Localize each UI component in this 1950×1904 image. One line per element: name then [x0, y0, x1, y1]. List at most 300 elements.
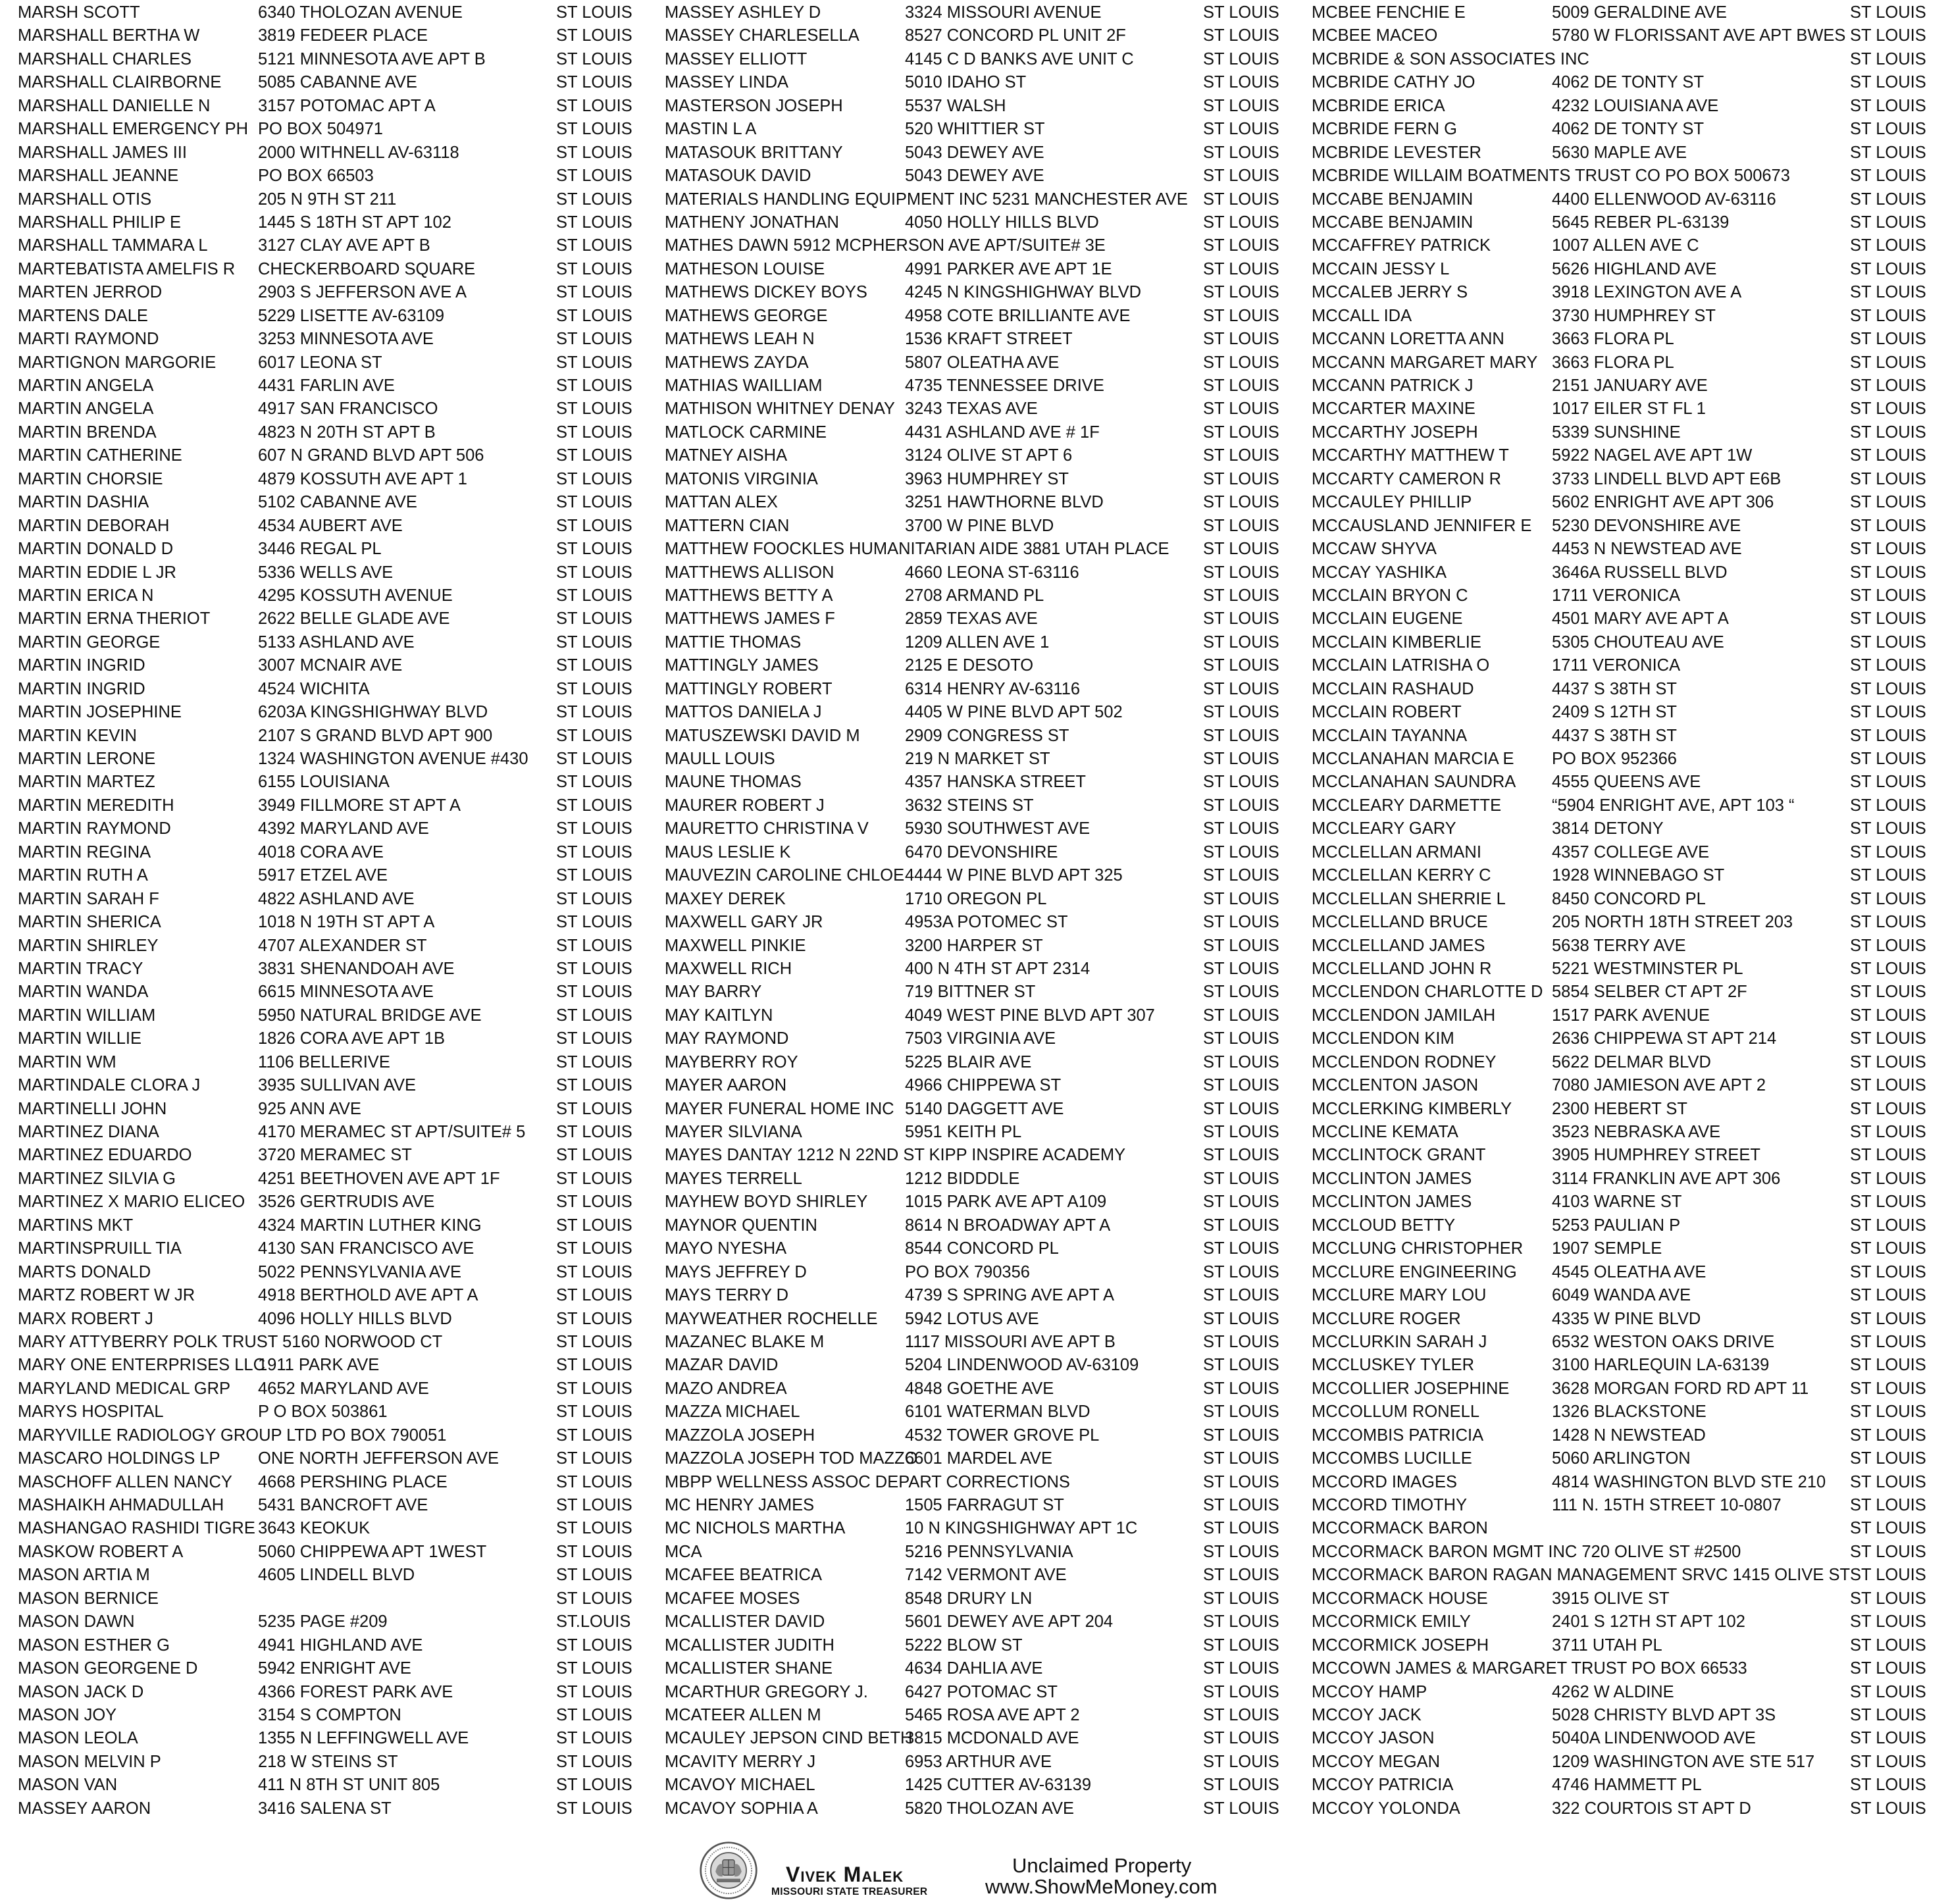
owner-city: ST LOUIS — [1850, 889, 1926, 908]
owner-address: 1007 ALLEN AVE C — [1552, 236, 1699, 255]
footer-url[interactable]: www.ShowMeMoney.com — [985, 1875, 1218, 1898]
list-item — [1312, 1098, 1924, 1121]
owner-city: ST LOUIS — [556, 493, 632, 512]
owner-name: MCCLENTON JASON — [1312, 1076, 1479, 1095]
owner-name: MARTIN WILLIAM — [18, 1006, 156, 1025]
owner-name: MCCORD TIMOTHY — [1312, 1496, 1468, 1514]
owner-city: ST LOUIS — [1850, 376, 1926, 395]
owner-city: ST LOUIS — [556, 1216, 632, 1235]
owner-name: MCCLURE MARY LOU — [1312, 1286, 1487, 1305]
owner-address: 3253 MINNESOTA AVE — [258, 330, 434, 349]
list-item — [18, 1564, 630, 1587]
owner-name: MCCLAIN TAYANNA — [1312, 726, 1468, 745]
owner-name: MAUS LESLIE K — [665, 842, 791, 862]
list-item — [18, 817, 630, 840]
owner-city: ST LOUIS — [556, 3, 632, 22]
list-item — [1312, 654, 1924, 677]
owner-city: ST LOUIS — [1203, 49, 1279, 68]
owner-name: MCCLOUD BETTY — [1312, 1216, 1456, 1235]
listing-column-2 — [665, 1, 1277, 1820]
owner-name: MASSEY LINDA — [665, 73, 789, 92]
owner-city: ST LOUIS — [1850, 656, 1926, 675]
owner-name: MARSH SCOTT — [18, 3, 140, 22]
list-item — [18, 1541, 630, 1564]
list-item — [18, 421, 630, 444]
list-item — [1312, 1308, 1924, 1331]
owner-name: MATHES DAWN 5912 MCPHERSON AVE APT/SUITE# 3E — [665, 236, 1106, 255]
owner-address: 520 WHITTIER ST — [905, 120, 1045, 139]
owner-name: MC HENRY JAMES — [665, 1496, 815, 1514]
list-item — [665, 281, 1277, 304]
list-item — [1312, 771, 1924, 794]
owner-city: ST LOUIS — [1203, 1472, 1279, 1491]
owner-name: MCCOY HAMP — [1312, 1682, 1427, 1701]
list-item — [18, 1354, 630, 1377]
owner-city: ST LOUIS — [1203, 866, 1279, 885]
list-item — [18, 607, 630, 630]
list-item — [18, 1401, 630, 1424]
owner-address: 1711 VERONICA — [1552, 586, 1681, 605]
owner-city: ST LOUIS — [1203, 26, 1279, 45]
owner-city: ST LOUIS — [1203, 1029, 1279, 1048]
owner-name: MCALLISTER JUDITH — [665, 1635, 834, 1655]
owner-address: 5626 HIGHLAND AVE — [1552, 259, 1717, 278]
owner-city: ST LOUIS — [556, 469, 632, 488]
owner-address: 5028 CHRISTY BLVD APT 3S — [1552, 1705, 1776, 1724]
owner-city: ST LOUIS — [1850, 1542, 1926, 1561]
owner-name: MARYLAND MEDICAL GRP — [18, 1379, 231, 1398]
owner-name: MARTIN RUTH A — [18, 866, 148, 885]
owner-name: MAY RAYMOND — [665, 1029, 789, 1048]
owner-address: 3157 POTOMAC APT A — [258, 96, 436, 115]
owner-name: MCCORD IMAGES — [1312, 1472, 1458, 1491]
owner-address: 4251 BEETHOVEN AVE APT 1F — [258, 1169, 500, 1188]
owner-address: 5431 BANCROFT AVE — [258, 1496, 428, 1514]
owner-city: ST LOUIS — [556, 1379, 632, 1398]
listing-column-3 — [1312, 1, 1924, 1820]
list-item — [18, 584, 630, 607]
owner-address: 3935 SULLIVAN AVE — [258, 1076, 417, 1095]
owner-address: 2300 HEBERT ST — [1552, 1099, 1687, 1118]
owner-address: 3700 W PINE BLVD — [905, 516, 1054, 535]
owner-name: MATTHEW FOOCKLES HUMANITARIAN AIDE 3881 UTAH PLACE — [665, 540, 1169, 559]
owner-address: 3819 FEDEER PLACE — [258, 26, 428, 45]
owner-name: MATHEWS GEORGE — [665, 306, 828, 325]
list-item — [18, 48, 630, 71]
list-item — [1312, 1751, 1924, 1774]
owner-city: ST LOUIS — [1850, 1496, 1926, 1514]
owner-city: ST LOUIS — [1203, 469, 1279, 488]
owner-name: MAXEY DEREK — [665, 889, 786, 908]
list-item — [665, 188, 1277, 211]
list-item — [665, 1447, 1277, 1470]
list-item — [18, 142, 630, 165]
owner-city: ST LOUIS — [556, 679, 632, 698]
owner-address: 3711 UTAH PL — [1552, 1635, 1662, 1655]
owner-name: MARSHALL JEANNE — [18, 167, 179, 186]
owner-name: MCCLENDON KIM — [1312, 1029, 1454, 1048]
owner-name: MATONIS VIRGINIA — [665, 469, 818, 488]
owner-name: MARTIN DONALD D — [18, 540, 174, 559]
owner-city: ST LOUIS — [556, 96, 632, 115]
owner-name: MAYO NYESHA — [665, 1239, 787, 1258]
owner-city: ST LOUIS — [556, 1659, 632, 1678]
list-item — [18, 725, 630, 748]
owner-name: MCCLURKIN SARAH J — [1312, 1332, 1487, 1351]
list-item — [665, 1681, 1277, 1704]
owner-name: MCCOLLIER JOSEPHINE — [1312, 1379, 1510, 1398]
owner-city: ST LOUIS — [1203, 563, 1279, 582]
owner-address: 3663 FLORA PL — [1552, 330, 1674, 349]
owner-city: ST LOUIS — [1850, 1426, 1926, 1445]
owner-name: MATTINGLY JAMES — [665, 656, 819, 675]
owner-name: MCCANN MARGARET MARY — [1312, 353, 1538, 372]
list-item — [1312, 142, 1924, 165]
owner-name: MAY KAITLYN — [665, 1006, 773, 1025]
list-item — [18, 538, 630, 561]
owner-address: 5221 WESTMINSTER PL — [1552, 959, 1743, 978]
owner-name: MARTEBATISTA AMELFIS R — [18, 259, 236, 278]
list-item — [1312, 515, 1924, 538]
list-item — [18, 1284, 630, 1307]
owner-name: MCAVOY SOPHIA A — [665, 1799, 818, 1818]
owner-address: 1117 MISSOURI AVE APT B — [905, 1332, 1116, 1351]
owner-name: MARTIN MARTEZ — [18, 773, 155, 792]
list-item — [665, 1401, 1277, 1424]
owner-city: ST LOUIS — [1203, 936, 1279, 955]
owner-address: 4822 ASHLAND AVE — [258, 889, 415, 908]
list-item — [1312, 748, 1924, 771]
list-item — [1312, 841, 1924, 864]
owner-address: 4130 SAN FRANCISCO AVE — [258, 1239, 475, 1258]
owner-address: 4324 MARTIN LUTHER KING — [258, 1216, 482, 1235]
owner-address: 205 N 9TH ST 211 — [258, 190, 397, 209]
owner-name: MCCARTER MAXINE — [1312, 399, 1475, 419]
owner-city: ST LOUIS — [1850, 773, 1926, 792]
owner-name: MCCLINE KEMATA — [1312, 1123, 1458, 1141]
list-item — [665, 1284, 1277, 1307]
list-item — [665, 584, 1277, 607]
list-item — [665, 1191, 1277, 1214]
list-item — [1312, 24, 1924, 47]
owner-address: PO BOX 66503 — [258, 167, 374, 186]
owner-name: MARTIN LERONE — [18, 750, 156, 768]
owner-name: MCCLELLAND BRUCE — [1312, 913, 1488, 932]
owner-city: ST LOUIS — [556, 703, 632, 722]
owner-city: ST LOUIS — [556, 959, 632, 978]
list-item — [665, 1214, 1277, 1237]
owner-city: ST LOUIS — [556, 1682, 632, 1701]
list-item — [665, 678, 1277, 701]
list-item — [18, 1144, 630, 1167]
owner-city: ST LOUIS — [1850, 399, 1926, 419]
list-item — [18, 1004, 630, 1027]
owner-name: MAZZOLA JOSEPH TOD MAZZO — [665, 1449, 918, 1468]
owner-name: MCCAFFREY PATRICK — [1312, 236, 1491, 255]
owner-name: MASSEY AARON — [18, 1799, 151, 1818]
owner-city: ST LOUIS — [1203, 842, 1279, 862]
owner-city: ST LOUIS — [1850, 679, 1926, 698]
list-item — [665, 515, 1277, 538]
owner-name: MARTIGNON MARGORIE — [18, 353, 217, 372]
owner-address: 5950 NATURAL BRIDGE AVE — [258, 1006, 482, 1025]
owner-address: 1209 ALLEN AVE 1 — [905, 632, 1050, 652]
owner-city: ST LOUIS — [1850, 469, 1926, 488]
owner-address: 5951 KEITH PL — [905, 1123, 1022, 1141]
owner-address: 8548 DRURY LN — [905, 1589, 1033, 1608]
owner-address: 2708 ARMAND PL — [905, 586, 1044, 605]
list-item — [665, 958, 1277, 981]
list-item — [665, 1704, 1277, 1727]
list-item — [665, 538, 1277, 561]
owner-city: ST LOUIS — [1850, 1635, 1926, 1655]
owner-address: 4555 QUEENS AVE — [1552, 773, 1701, 792]
list-item — [1312, 1517, 1924, 1540]
owner-name: MAY BARRY — [665, 983, 762, 1002]
list-item — [1312, 538, 1924, 561]
owner-city: ST LOUIS — [556, 1589, 632, 1608]
list-item — [665, 1004, 1277, 1027]
owner-name: MATTOS DANIELA J — [665, 703, 822, 722]
owner-address: 3646A RUSSELL BLVD — [1552, 563, 1728, 582]
owner-address: 4545 OLEATHA AVE — [1552, 1262, 1706, 1281]
owner-name: MCCLANAHAN SAUNDRA — [1312, 773, 1516, 792]
owner-name: MATHISON WHITNEY DENAY — [665, 399, 895, 419]
owner-address: 3628 MORGAN FORD RD APT 11 — [1552, 1379, 1809, 1398]
owner-name: MASCARO HOLDINGS LP — [18, 1449, 220, 1468]
owner-address: 4917 SAN FRANCISCO — [258, 399, 438, 419]
owner-city: ST LOUIS — [1203, 1286, 1279, 1305]
owner-name: MARTIN JOSEPHINE — [18, 703, 182, 722]
owner-address: 1911 PARK AVE — [258, 1356, 380, 1375]
list-item — [665, 631, 1277, 654]
owner-address: 3526 GERTRUDIS AVE — [258, 1193, 435, 1212]
owner-city: ST LOUIS — [1203, 1052, 1279, 1071]
owner-city: ST LOUIS — [1203, 1216, 1279, 1235]
list-item — [1312, 1681, 1924, 1704]
owner-city: ST LOUIS — [1850, 236, 1926, 255]
owner-name: MCCLEARY GARY — [1312, 819, 1456, 838]
owner-address: 8450 CONCORD PL — [1552, 889, 1706, 908]
owner-name: MCCOY YOLONDA — [1312, 1799, 1460, 1818]
owner-city: ST LOUIS — [556, 1426, 632, 1445]
owner-city: ST LOUIS — [1203, 1239, 1279, 1258]
owner-city: ST LOUIS — [556, 167, 632, 186]
owner-name: MARTEN JERROD — [18, 283, 163, 302]
list-item — [1312, 678, 1924, 701]
owner-address: P O BOX 503861 — [258, 1402, 388, 1422]
owner-name: MAZAR DAVID — [665, 1356, 779, 1375]
list-item — [18, 1237, 630, 1260]
treasurer-name: Vivek Malek — [786, 1863, 904, 1886]
owner-city: ST LOUIS — [556, 1799, 632, 1818]
owner-city: ST LOUIS — [556, 190, 632, 209]
owner-name: MCCORMICK EMILY — [1312, 1612, 1471, 1632]
owner-name: MCCOY MEGAN — [1312, 1752, 1441, 1771]
owner-city: ST LOUIS — [1203, 1682, 1279, 1701]
list-item — [665, 981, 1277, 1004]
list-item — [1312, 258, 1924, 281]
owner-city: ST LOUIS — [1850, 446, 1926, 465]
owner-name: MARTIN ERICA N — [18, 586, 154, 605]
owner-address: 5222 BLOW ST — [905, 1635, 1023, 1655]
owner-name: MATASOUK DAVID — [665, 167, 811, 186]
list-item — [18, 398, 630, 421]
owner-address: PO BOX 952366 — [1552, 750, 1677, 768]
owner-address: 1425 CUTTER AV-63139 — [905, 1776, 1092, 1795]
owner-name: MCCABE BENJAMIN — [1312, 190, 1474, 209]
owner-name: MBPP WELLNESS ASSOC DEPART CORRECTIONS — [665, 1472, 1070, 1491]
owner-name: MARTINEZ SILVIA G — [18, 1169, 176, 1188]
owner-address: 5102 CABANNE AVE — [258, 493, 417, 512]
owner-city: ST LOUIS — [1850, 1029, 1926, 1048]
owner-name: MCCOY PATRICIA — [1312, 1776, 1454, 1795]
owner-address: 5601 DEWEY AVE APT 204 — [905, 1612, 1114, 1632]
owner-city: ST LOUIS — [1850, 913, 1926, 932]
list-item — [665, 1237, 1277, 1260]
owner-address: 4431 ASHLAND AVE # 1F — [905, 423, 1100, 442]
owner-name: MCCORMACK BARON RAGAN MANAGEMENT SRVC 1415 OLIVE ST — [1312, 1566, 1851, 1585]
owner-name: MATHEWS DICKEY BOYS — [665, 283, 867, 302]
owner-city: ST LOUIS — [556, 913, 632, 932]
list-item — [665, 95, 1277, 118]
owner-address: 6470 DEVONSHIRE — [905, 842, 1058, 862]
owner-city: ST LOUIS — [1203, 283, 1279, 302]
owner-city: ST LOUIS — [1203, 96, 1279, 115]
list-item — [665, 374, 1277, 398]
owner-city: ST LOUIS — [556, 1309, 632, 1328]
owner-city: ST LOUIS — [556, 376, 632, 395]
owner-name: MARTIN BRENDA — [18, 423, 157, 442]
owner-name: MASSEY ASHLEY D — [665, 3, 821, 22]
owner-address: 4392 MARYLAND AVE — [258, 819, 429, 838]
owner-address: 5140 DAGGETT AVE — [905, 1099, 1064, 1118]
footer-heading: Unclaimed Property — [1012, 1854, 1192, 1877]
owner-city: ST LOUIS — [1850, 1449, 1926, 1468]
list-item — [18, 1424, 630, 1447]
list-item — [18, 631, 630, 654]
list-item — [1312, 1704, 1924, 1727]
owner-name: MAXWELL PINKIE — [665, 936, 806, 955]
owner-address: 5780 W FLORISSANT AVE APT BWES — [1552, 26, 1846, 45]
list-item — [665, 1168, 1277, 1191]
list-item — [665, 1774, 1277, 1797]
owner-city: ST LOUIS — [1203, 399, 1279, 419]
owner-address: 4735 TENNESSEE DRIVE — [905, 376, 1104, 395]
list-item — [18, 1751, 630, 1774]
list-item — [1312, 935, 1924, 958]
owner-name: MATNEY AISHA — [665, 446, 788, 465]
owner-name: MASON JOY — [18, 1705, 117, 1724]
owner-address: 1711 VERONICA — [1552, 656, 1681, 675]
owner-address: 925 ANN AVE — [258, 1099, 361, 1118]
owner-name: MARTIN TRACY — [18, 959, 143, 978]
list-item — [18, 1587, 630, 1610]
list-item — [1312, 794, 1924, 817]
owner-city: ST LOUIS — [1850, 1705, 1926, 1724]
owner-name: MARTIN INGRID — [18, 656, 145, 675]
owner-city: ST LOUIS — [1203, 306, 1279, 325]
owner-name: MATHIAS WAILLIAM — [665, 376, 823, 395]
owner-city: ST LOUIS — [556, 586, 632, 605]
owner-city: ST LOUIS — [1850, 842, 1926, 862]
owner-city: ST LOUIS — [556, 1169, 632, 1188]
owner-city: ST LOUIS — [1850, 1239, 1926, 1258]
owner-city: ST LOUIS — [1850, 213, 1926, 232]
owner-address: 3949 FILLMORE ST APT A — [258, 796, 461, 815]
owner-name: MARTINSPRUILL TIA — [18, 1239, 182, 1258]
list-item — [1312, 188, 1924, 211]
list-item — [18, 305, 630, 328]
owner-city: ST LOUIS — [1850, 1262, 1926, 1281]
owner-address: 3905 HUMPHREY STREET — [1552, 1146, 1760, 1165]
owner-name: MARSHALL EMERGENCY PH — [18, 120, 249, 139]
owner-city: ST LOUIS — [556, 773, 632, 792]
list-item — [18, 1168, 630, 1191]
owner-address: 3915 OLIVE ST — [1552, 1589, 1670, 1608]
owner-address: 1324 WASHINGTON AVENUE #430 — [258, 750, 528, 768]
owner-address: 4739 S SPRING AVE APT A — [905, 1286, 1114, 1305]
owner-city: ST LOUIS — [1850, 1006, 1926, 1025]
owner-city: ST LOUIS — [1203, 1752, 1279, 1771]
owner-name: MARTINEZ EDUARDO — [18, 1146, 192, 1165]
owner-city: ST LOUIS — [1850, 1799, 1926, 1818]
owner-city: ST LOUIS — [1850, 167, 1926, 186]
owner-name: MAYER SILVIANA — [665, 1123, 802, 1141]
owner-address: 4437 S 38TH ST — [1552, 726, 1677, 745]
list-item — [1312, 328, 1924, 351]
list-item — [18, 281, 630, 304]
owner-address: 4605 LINDELL BLVD — [258, 1566, 415, 1585]
owner-name: MAYER FUNERAL HOME INC — [665, 1099, 894, 1118]
list-item — [665, 398, 1277, 421]
owner-address: 3733 LINDELL BLVD APT E6B — [1552, 469, 1782, 488]
list-item — [1312, 561, 1924, 584]
list-item — [665, 1587, 1277, 1610]
list-item — [665, 71, 1277, 94]
owner-name: MCARTHUR GREGORY J. — [665, 1682, 868, 1701]
list-item — [18, 1681, 630, 1704]
owner-address: 4534 AUBERT AVE — [258, 516, 403, 535]
owner-name: MATERIALS HANDLING EQUIPMENT INC 5231 MANCHESTER AVE — [665, 190, 1188, 209]
list-item — [1312, 118, 1924, 141]
owner-address: 1536 KRAFT STREET — [905, 330, 1073, 349]
owner-name: MCCOWN JAMES & MARGARET TRUST PO BOX 66533 — [1312, 1659, 1747, 1678]
owner-city: ST LOUIS — [1203, 376, 1279, 395]
list-item — [18, 1121, 630, 1144]
list-item — [1312, 305, 1924, 328]
owner-name: MASON LEOLA — [18, 1729, 138, 1748]
owner-address: 4062 DE TONTY ST — [1552, 73, 1705, 92]
owner-name: MCCLUSKEY TYLER — [1312, 1356, 1475, 1375]
owner-city: ST LOUIS — [1203, 656, 1279, 675]
owner-name: MAYNOR QUENTIN — [665, 1216, 817, 1235]
list-item — [18, 841, 630, 864]
list-item — [665, 1517, 1277, 1540]
owner-address: 5305 CHOUTEAU AVE — [1552, 632, 1724, 652]
owner-name: MCA — [665, 1542, 702, 1561]
list-item — [665, 211, 1277, 234]
owner-address: PO BOX 790356 — [905, 1262, 1030, 1281]
list-item — [665, 1098, 1277, 1121]
owner-name: MARSHALL DANIELLE N — [18, 96, 211, 115]
owner-city: ST LOUIS — [1203, 1356, 1279, 1375]
owner-city: ST LOUIS — [1203, 1402, 1279, 1422]
owner-city: ST LOUIS — [1203, 1379, 1279, 1398]
owner-name: MCCORMACK HOUSE — [1312, 1589, 1488, 1608]
owner-address: 1826 CORA AVE APT 1B — [258, 1029, 445, 1048]
owner-city: ST LOUIS — [556, 540, 632, 559]
